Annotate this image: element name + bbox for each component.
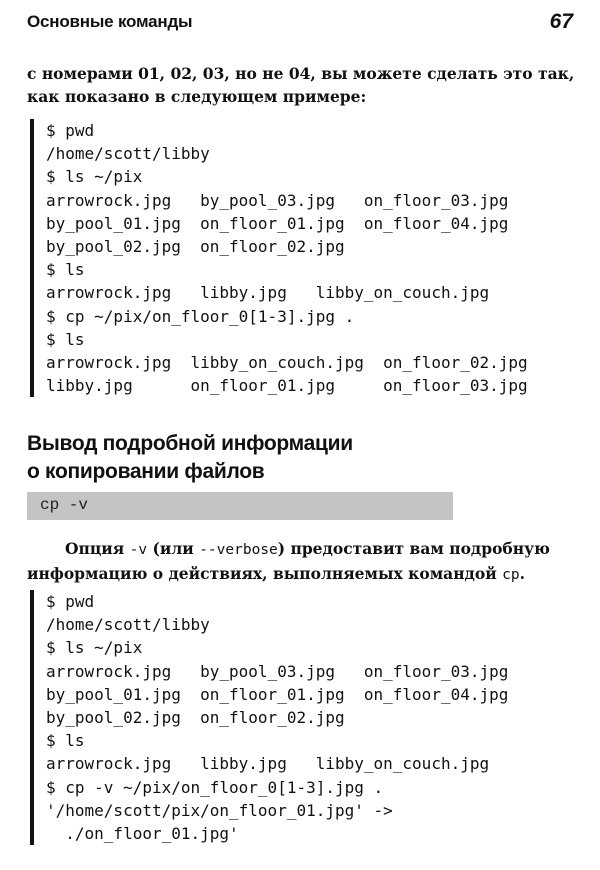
code-line: $ ls ~/pix — [46, 167, 143, 187]
command-inline: cp — [502, 567, 520, 583]
code-line: $ cp ~/pix/on_floor_0[1-3].jpg . — [46, 306, 355, 326]
code-line: arrowrock.jpg by_pool_03.jpg on_floor_03.jpg — [46, 190, 509, 210]
intro-paragraph — [27, 62, 575, 108]
code-line: ./on_floor_01.jpg' — [46, 823, 239, 843]
description-text: Опция — [65, 539, 130, 558]
code-line: $ ls — [46, 260, 85, 280]
code-block-2 — [30, 590, 508, 845]
code-line: '/home/scott/pix/on_floor_01.jpg' -> — [46, 800, 393, 820]
running-title: Основные команды — [27, 12, 193, 31]
syntax-box — [27, 492, 453, 520]
description-text: информацию о действиях, выполняемых командой — [27, 564, 503, 583]
section-heading-line-2: о копировании файлов — [27, 460, 265, 483]
syntax-command: cp -v — [40, 496, 89, 514]
code-line: /home/scott/libby — [46, 615, 210, 635]
description-line-1 — [27, 537, 575, 562]
code-line: by_pool_01.jpg on_floor_01.jpg on_floor_04.jpg — [46, 684, 509, 704]
code-line: by_pool_02.jpg on_floor_02.jpg — [46, 236, 345, 256]
code-line: /home/scott/libby — [46, 144, 210, 164]
code-line: arrowrock.jpg libby.jpg libby_on_couch.jpg — [46, 283, 490, 303]
code-line: $ pwd — [46, 592, 95, 611]
option-long: --verbose — [199, 542, 278, 558]
description-line-2 — [27, 562, 575, 587]
description-text: ) предоставит вам подробную — [277, 539, 550, 558]
code-block-1 — [30, 119, 528, 397]
code-line: libby.jpg on_floor_01.jpg on_floor_03.jpg — [46, 376, 528, 396]
description-text: (или — [147, 539, 200, 558]
code-line: by_pool_01.jpg on_floor_01.jpg on_floor_04.jpg — [46, 213, 509, 233]
code-line: arrowrock.jpg libby_on_couch.jpg on_floor_02.jpg — [46, 352, 528, 372]
code-line: by_pool_02.jpg on_floor_02.jpg — [46, 707, 345, 727]
description-paragraph — [27, 537, 575, 587]
page-header — [27, 12, 573, 38]
page-number: 67 — [549, 10, 573, 33]
code-line: arrowrock.jpg libby.jpg libby_on_couch.jpg — [46, 754, 490, 774]
code-line: $ ls — [46, 731, 85, 751]
code-line: arrowrock.jpg by_pool_03.jpg on_floor_03.jpg — [46, 661, 509, 681]
section-heading-line-1: Вывод подробной информации — [27, 432, 353, 455]
option-short: -v — [129, 542, 148, 558]
code-line: $ cp -v ~/pix/on_floor_0[1-3].jpg . — [46, 777, 384, 797]
intro-line-2: как показано в следующем примере: — [27, 87, 367, 106]
intro-line-1: с номерами 01, 02, 03, но не 04, вы можете сделать это так, — [27, 64, 575, 83]
code-line: $ pwd — [46, 121, 95, 140]
code-line: $ ls ~/pix — [46, 638, 143, 658]
section-heading — [27, 430, 547, 486]
code-line: $ ls — [46, 329, 85, 349]
description-text: . — [519, 564, 525, 583]
